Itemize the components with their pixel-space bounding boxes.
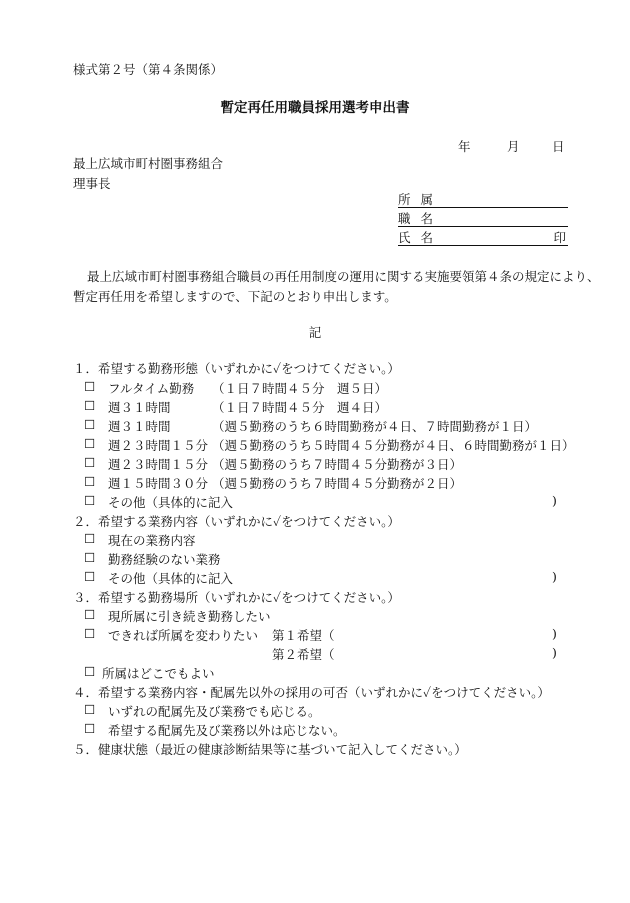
date-year-label: 年 [458, 139, 471, 154]
s2-option-other[interactable] [0, 569, 630, 588]
intro-line-1: 最上広域市町村圏事務組合職員の再任用制度の運用に関する実施要領第４条の規定により、 [87, 269, 600, 284]
addressee-org: 最上広域市町村圏事務組合 [73, 156, 224, 171]
option-label: いずれの配属先及び業務でも応じる。 [108, 704, 321, 719]
addressee-role: 理事長 [73, 176, 111, 191]
s1-option-31h-b[interactable] [0, 417, 630, 436]
option-label: 勤務経験のない業務 [108, 552, 221, 567]
checkbox[interactable]: ☐ [84, 626, 96, 641]
option-label: 所属はどこでもよい [102, 666, 215, 681]
position-field[interactable] [398, 209, 568, 227]
first-wish-label: 第１希望（ [272, 628, 335, 643]
option-label: 希望する配属先及び業務以外は応じない。 [108, 723, 346, 738]
option-label: 週３１時間 [108, 400, 171, 415]
date-month-label: 月 [507, 139, 520, 154]
dept-field[interactable] [398, 190, 568, 208]
s1-option-fulltime[interactable] [0, 379, 630, 398]
option-detail: （週５勤務のうち６時間勤務が４日、７時間勤務が１日） [212, 419, 538, 434]
checkbox[interactable]: ☐ [84, 721, 96, 736]
s2-option-new[interactable] [0, 550, 630, 569]
section-1-heading: １．希望する勤務形態（いずれかに✓をつけてください。） [73, 361, 400, 376]
checkbox[interactable]: ☐ [84, 569, 96, 584]
checkbox[interactable]: ☐ [84, 531, 96, 546]
s3-option-stay[interactable] [0, 607, 630, 626]
checkbox[interactable]: ☐ [84, 398, 96, 413]
position-label: 職名 [398, 211, 444, 226]
dept-label: 所属 [398, 192, 444, 207]
document-title: 暫定再任用職員採用選考申出書 [220, 100, 410, 116]
option-label: フルタイム勤務 [108, 381, 195, 396]
option-detail: （週５勤務のうち７時間４５分勤務が２日） [212, 476, 463, 491]
option-label: 現在の業務内容 [108, 533, 196, 548]
option-label: その他（具体的に記入 [108, 495, 234, 510]
closing-paren: ) [552, 626, 557, 641]
name-field[interactable] [398, 228, 568, 246]
section-3-heading: ３．希望する勤務場所（いずれかに✓をつけてください。） [73, 590, 400, 605]
s4-option-decline[interactable] [0, 721, 630, 740]
seal-mark: 印 [553, 230, 566, 245]
form-number: 様式第２号（第４条関係） [73, 62, 224, 77]
checkbox[interactable]: ☐ [84, 474, 96, 489]
checkbox[interactable]: ☐ [84, 702, 96, 717]
closing-paren: ) [552, 645, 557, 660]
option-detail: （１日７時間４５分 週４日） [212, 400, 388, 415]
option-detail: （週５勤務のうち７時間４５分勤務が３日） [212, 457, 463, 472]
checkbox[interactable]: ☐ [84, 455, 96, 470]
s2-option-current[interactable] [0, 531, 630, 550]
option-detail: （１日７時間４５分 週５日） [212, 381, 388, 396]
option-label: 週１５時間３０分 [108, 476, 209, 491]
s3-option-change[interactable] [0, 626, 630, 645]
section-5-heading: ５．健康状態（最近の健康診断結果等に基づいて記入してください。） [73, 742, 467, 757]
option-label: その他（具体的に記入 [108, 571, 234, 586]
option-label: 週３１時間 [108, 419, 171, 434]
checkbox[interactable]: ☐ [84, 550, 96, 565]
second-wish-label: 第２希望（ [272, 647, 335, 662]
checkbox[interactable]: ☐ [84, 417, 96, 432]
closing-paren: ) [552, 493, 557, 508]
checkbox[interactable]: ☐ [84, 379, 96, 394]
option-label: 現所属に引き続き勤務したい [108, 609, 271, 624]
checkbox[interactable]: ☐ [84, 436, 96, 451]
option-detail: （週５勤務のうち５時間４５分勤務が４日、６時間勤務が１日） [212, 438, 575, 453]
intro-line-2: 暫定再任用を希望しますので、下記のとおり申出します。 [73, 289, 397, 304]
s1-option-23h-a[interactable] [0, 436, 630, 455]
date-day-label: 日 [552, 139, 565, 154]
checkbox[interactable]: ☐ [84, 664, 96, 679]
checkbox[interactable]: ☐ [84, 493, 96, 508]
s1-option-15h[interactable] [0, 474, 630, 493]
option-label: 週２３時間１５分 [108, 438, 209, 453]
closing-paren: ) [552, 569, 557, 584]
s1-option-23h-b[interactable] [0, 455, 630, 474]
s4-option-accept[interactable] [0, 702, 630, 721]
section-2-heading: ２．希望する業務内容（いずれかに✓をつけてください。） [73, 514, 400, 529]
s3-second-wish [0, 645, 630, 664]
ki-heading: 記 [308, 325, 322, 340]
s3-option-anywhere[interactable] [0, 664, 630, 683]
s1-option-31h-a[interactable] [0, 398, 630, 417]
section-4-heading: ４．希望する業務内容・配属先以外の採用の可否（いずれかに✓をつけてください。） [73, 685, 550, 700]
option-label: 週２３時間１５分 [108, 457, 209, 472]
option-label: できれば所属を変わりたい [108, 628, 259, 643]
checkbox[interactable]: ☐ [84, 607, 96, 622]
s1-option-other[interactable] [0, 493, 630, 512]
name-label: 氏名 [398, 230, 444, 245]
